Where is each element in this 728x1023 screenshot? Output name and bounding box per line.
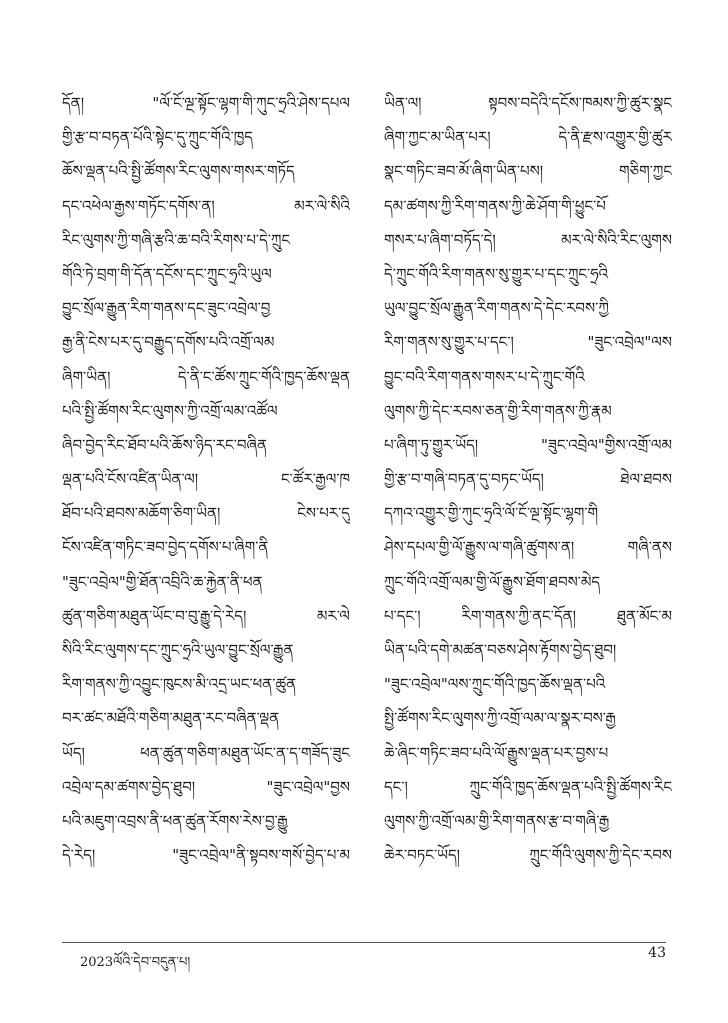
text-line: དང་། ཀྲུང་གོའི་ཁྱད་ཆོས་ལྡན་པའི་སྤྱི་ཚོགས་རིང — [384, 777, 672, 796]
text-line: ཐོབ་པའི་ཐབས་མཆོག་ཅིག་ཡིན། ངེས་པར་དུ — [62, 504, 350, 523]
text-line: དང་འཕེལ་རྒྱས་གཏོང་དགོས་ན། མར་ལེ་སིའི — [62, 196, 350, 215]
journal-issue-label: 2023ལོའི་དེབ་བདུན་པ། — [80, 955, 191, 970]
text-line: སྣང་གཏིང་ཟབ་མོ་ཞིག་ཡིན་པས། གཅིག་ཀྱང — [384, 162, 672, 181]
text-line: དོན། "ལོ་ངོ་ལྔ་སྟོང་ལྷག་གི་ཀུང་ཧྲའི་ཤེས་དཔལ — [62, 94, 350, 112]
text-line: རིག་གནས་སུ་གྱུར་པ་དང་། "ཟུང་འབྲེལ"ལས — [384, 333, 672, 352]
text-line: ཆོས་ལྡན་པའི་སྤྱི་ཚོགས་རིང་ལུགས་གསར་གཏོད — [62, 162, 295, 181]
text-line: ཡུལ་བྱུང་སྲོལ་རྒྱུན་རིག་གནས་དེ་དེང་རབས་ཀྱི — [384, 299, 609, 318]
text-line: སིའི་རིང་ལུགས་དང་ཀྲུང་ཧྲའི་ཡུལ་བྱུང་སྲོལ་རྒྱུན — [62, 641, 294, 659]
text-line: གོའི་ཏེ་བྲག་གི་དོན་དངོས་དང་ཀྲུང་ཧྲའི་ཡུལ — [62, 264, 272, 283]
text-line: དེ་ཀྲུང་གོའི་རིག་གནས་སུ་གྱུར་པ་དང་ཀྲུང་ཧྲའི — [384, 264, 609, 283]
text-line: ཞིག་ཀྱང་མ་ཡིན་པར། དེ་ནི་རྫས་འགྱུར་གྱི་ཚུར — [384, 128, 672, 147]
text-line: རིང་ལུགས་ཀྱི་གཞི་རྩའི་ཆ་བའི་རིགས་པ་དེ་ཀྲུང — [62, 230, 291, 249]
text-line: པ་ཞིག་ཏུ་གྱུར་ཡོད། "ཟུང་འབྲེལ"གྱིས་འགྲོ་ལམ — [384, 435, 672, 454]
text-line: བར་ཚང་མཐོའི་གཅིག་མཐུན་རང་བཞིན་ལྡན — [62, 709, 280, 728]
text-line: ཞིག་ཡིན། དེ་ནི་ང་ཚོས་ཀྲུང་གོའི་ཁྱད་ཆོས་ལྡན — [62, 367, 350, 386]
text-line: སྤྱི་ཚོགས་རིང་ལུགས་ཀྱི་འགྲོ་ལམ་ལ་སྣར་བས་རྒྱ — [384, 709, 616, 728]
text-line: ཀྲུང་གོའི་འགྲོ་ལམ་གྱི་ལོ་རྒྱུས་ཐོག་ཐབས་མེད — [384, 572, 601, 591]
text-line: དེ་རེད། "ཟུང་འབྲེལ"ནི་སྟབས་གསོ་བྱེད་པ་མ — [62, 846, 350, 865]
text-line: ཡིན་པའི་དགེ་མཚན་བཅས་ཤེས་རྟོགས་བྱེད་ཐུབ། — [384, 641, 617, 659]
text-line: ཚུན་གཅིག་མཐུན་ཡོང་བ་བུ་རྒྱུ་དེ་རེད། མར་ལེ — [62, 606, 350, 625]
footer-divider — [62, 942, 666, 943]
text-line: གྱི་རྩ་བ་གཞི་བཏན་དུ་བཏང་ཡོད། ཐེལ་ཐབས — [384, 470, 672, 489]
text-line: ཡིན་ལ། སྟབས་བདེའི་དངོས་ཁམས་ཀྱི་ཚུར་སྣང — [384, 94, 672, 112]
text-line: འབྲེལ་དམ་ཚགས་བྱེད་ཐུབ། "ཟུང་འབྲེལ"བྱས — [62, 777, 350, 796]
text-line: པ་དང་། རིག་གནས་ཀྱི་ནང་དོན། ཐུན་མོང་མ — [384, 606, 672, 625]
text-line: པའི་སྤྱི་ཚོགས་རིང་ལུགས་ཀྱི་འགྲོ་ལམ་འཚོལ — [62, 401, 278, 420]
text-column-right — [384, 86, 672, 872]
text-line: ཆེར་བཏང་ཡོད། ཀྲུང་གོའི་ལུགས་ཀྱི་དེང་རབས — [384, 846, 672, 865]
text-line: དམ་ཚགས་ཀྱི་རིག་གནས་ཀྱི་ཆེ་ཤོག་གི་ཕྱུང་པོ — [384, 196, 606, 215]
text-line: ཡོད། ཕན་ཚུན་གཅིག་མཐུན་ཡོང་ན་ད་གཟོད་ཟུང — [62, 743, 350, 762]
text-line: ཞིབ་བྱེད་རིང་ཐོབ་པའི་ཆོས་ཉིད་རང་བཞིན — [62, 435, 267, 454]
text-line: རྒྱ་ནི་ངེས་པར་དུ་བརྒྱུད་དགོས་པའི་འགྲོ་ལམ — [62, 333, 275, 352]
text-line: "ཟུང་འབྲེལ"གྱི་ཐོན་འབྲིའི་ཆ་རྐྱེན་ནི་ཕན — [62, 572, 263, 591]
text-line: ལུགས་ཀྱི་དེང་རབས་ཅན་གྱི་རིག་གནས་ཀྱི་རྣམ — [384, 401, 612, 420]
text-line: ངོས་འཛིན་གཏིང་ཟབ་བྱེད་དགོས་པ་ཞིག་ནི — [62, 538, 269, 557]
text-line: བྱུང་སྲོལ་རྒྱུན་རིག་གནས་དང་ཟུང་འབྲེལ་བྱ — [62, 299, 271, 318]
text-line: "ཟུང་འབྲེལ"ལས་ཀྲུང་གོའི་ཁྱད་ཆོས་ལྡན་པའི — [384, 675, 606, 694]
text-line: དཀའ་འགྱུར་གྱི་ཀུང་ཧྲའི་ལོ་ངོ་ལྔ་སྟོང་ལྷག་གི — [384, 504, 599, 523]
text-line: རིག་གནས་ཀྱི་འབྱུང་ཁུངས་མི་འདྲ་ཡང་ཕན་ཚུན — [62, 675, 297, 694]
page-number: 43 — [648, 945, 666, 961]
text-line: ཤེས་དཔལ་གྱི་ལོ་རྒྱུས་ལ་གཞི་ཚུགས་ན། གཞི་ནས — [384, 538, 672, 557]
text-column-left — [62, 86, 350, 872]
text-line: བྱུང་བའི་རིག་གནས་གསར་པ་དེ་ཀྲུང་གོའི — [384, 367, 585, 386]
text-line: གྱི་རྩ་བ་བཏན་པོའི་སྟེང་དུ་ཀྲུང་གོའི་ཁྱད — [62, 128, 253, 147]
text-line: ལུགས་ཀྱི་འགྲོ་ལམ་གྱི་རིག་གནས་རྩ་བ་གཞི་རྒྱ — [384, 811, 610, 830]
text-line: ཆེ་ཞིང་གཏིང་ཟབ་པའི་ལོ་རྒྱུས་ལྡན་པར་བྱས་པ — [384, 743, 609, 762]
text-line: པའི་མཇུག་འབྲས་ནི་ཕན་ཚུན་རོགས་རེས་བྱ་རྒྱུ — [62, 811, 288, 830]
text-line: ལྡན་པའི་ངོས་འཛིན་ཡིན་ལ། ང་ཚོར་རྒྱལ་ཁ — [62, 470, 350, 489]
text-line: གསར་པ་ཞིག་བཏོད་དེ། མར་ལེ་སིའི་རིང་ལུགས — [384, 230, 672, 249]
